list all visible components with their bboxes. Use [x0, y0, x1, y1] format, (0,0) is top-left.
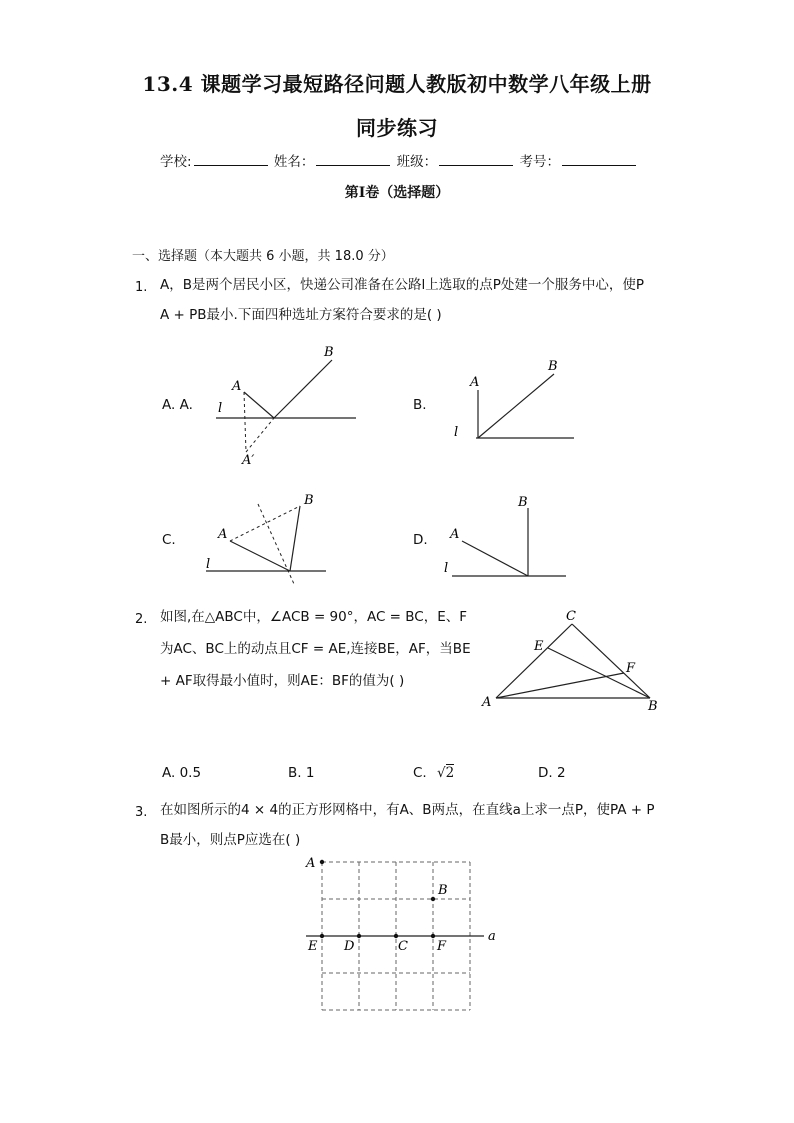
q3-label-C: C: [398, 939, 408, 954]
class-label: 班级：: [396, 154, 438, 170]
q3-line2: B最小，则点P应选在( ): [160, 832, 301, 848]
q2-label-C: C: [566, 609, 576, 624]
q3-label-A: A: [306, 856, 316, 871]
q1b-label-B: B: [548, 359, 558, 374]
number-label: 考号：: [519, 154, 560, 170]
q1c-label-A: A: [218, 527, 228, 542]
q2-line3: + AF取得最小值时，则AE：BF的值为( ): [160, 673, 405, 689]
q1-option-b-label[interactable]: B.: [413, 397, 427, 413]
q2-label-F: F: [626, 661, 636, 676]
q1d-label-B: B: [518, 495, 528, 510]
name-blank[interactable]: [316, 153, 390, 166]
q2-line2: 为AC、BC上的动点且CF = AE,连接BE，AF，当BE: [160, 641, 471, 657]
q2-option-d[interactable]: D. 2: [538, 765, 566, 781]
number-blank[interactable]: [562, 153, 636, 166]
q1-line2: A + PB最小.下面四种选址方案符合要求的是( ): [160, 307, 442, 323]
q1-option-a-figure: [210, 340, 370, 470]
q1d-label-l: l: [444, 561, 449, 576]
q1-option-d-label[interactable]: D.: [413, 532, 428, 548]
q2-option-b[interactable]: B. 1: [288, 765, 315, 781]
q2-triangle-figure: [478, 606, 668, 716]
q1-option-b-figure: [448, 356, 588, 456]
name-label: 姓名：: [273, 154, 315, 170]
q2-option-c-value: 2: [445, 765, 455, 781]
q3-label-B: B: [438, 883, 448, 898]
q3-number: 3.: [135, 805, 148, 820]
q2-label-B: B: [648, 699, 658, 714]
q1-option-a-label[interactable]: A. A.: [162, 397, 193, 413]
q3-label-F: F: [437, 939, 447, 954]
q1b-label-A: A: [470, 375, 480, 390]
q3-grid-figure: [300, 850, 510, 1018]
sqrt-icon: √2: [437, 765, 455, 781]
student-info-line: [160, 150, 638, 170]
q2-option-a[interactable]: A. 0.5: [162, 765, 202, 781]
q2-option-c[interactable]: [413, 765, 454, 781]
q3-label-D: D: [344, 939, 355, 954]
q2-option-c-prefix: C.: [413, 765, 427, 781]
q1-option-c-figure: [200, 488, 340, 588]
q3-label-E: E: [308, 939, 318, 954]
school-blank[interactable]: [194, 153, 268, 166]
q1a-label-l: l: [218, 401, 223, 416]
q1-line1: A，B是两个居民小区，快递公司准备在公路l上选取的点P处建一个服务中心，使P: [160, 277, 645, 293]
q2-line1: 如图,在△ABC中，∠ACB = 90°，AC = BC，E、F: [160, 609, 468, 625]
q2-label-E: E: [534, 639, 544, 654]
q1b-label-l: l: [454, 425, 459, 440]
school-label: 学校:: [160, 154, 192, 170]
q2-number: 2.: [135, 612, 148, 627]
q1-number: 1.: [135, 280, 148, 295]
page-title: 13.4 课题学习最短路径问题人教版初中数学八年级上册: [142, 72, 652, 96]
q1c-label-l: l: [206, 557, 211, 572]
q2-label-A: A: [482, 695, 492, 710]
class-blank[interactable]: [439, 153, 513, 166]
page-subtitle: 同步练习: [356, 116, 438, 140]
q1a-label-B: B: [324, 345, 334, 360]
q1a-label-A: A: [232, 379, 242, 394]
q1a-label-Aprime: A′: [242, 453, 255, 468]
q3-line1: 在如图所示的4 × 4的正方形网格中，有A、B两点，在直线a上求一点P，使PA + P: [160, 802, 655, 818]
q3-label-a: a: [488, 929, 496, 944]
volume-heading: 第I卷（选择题）: [344, 185, 450, 201]
q1d-label-A: A: [450, 527, 460, 542]
q1-option-c-label[interactable]: C.: [162, 532, 176, 548]
q1-option-d-figure: [440, 488, 580, 588]
q1c-label-B: B: [304, 493, 314, 508]
section-heading: 一、选择题（本大题共 6 小题，共 18.0 分）: [132, 249, 394, 264]
